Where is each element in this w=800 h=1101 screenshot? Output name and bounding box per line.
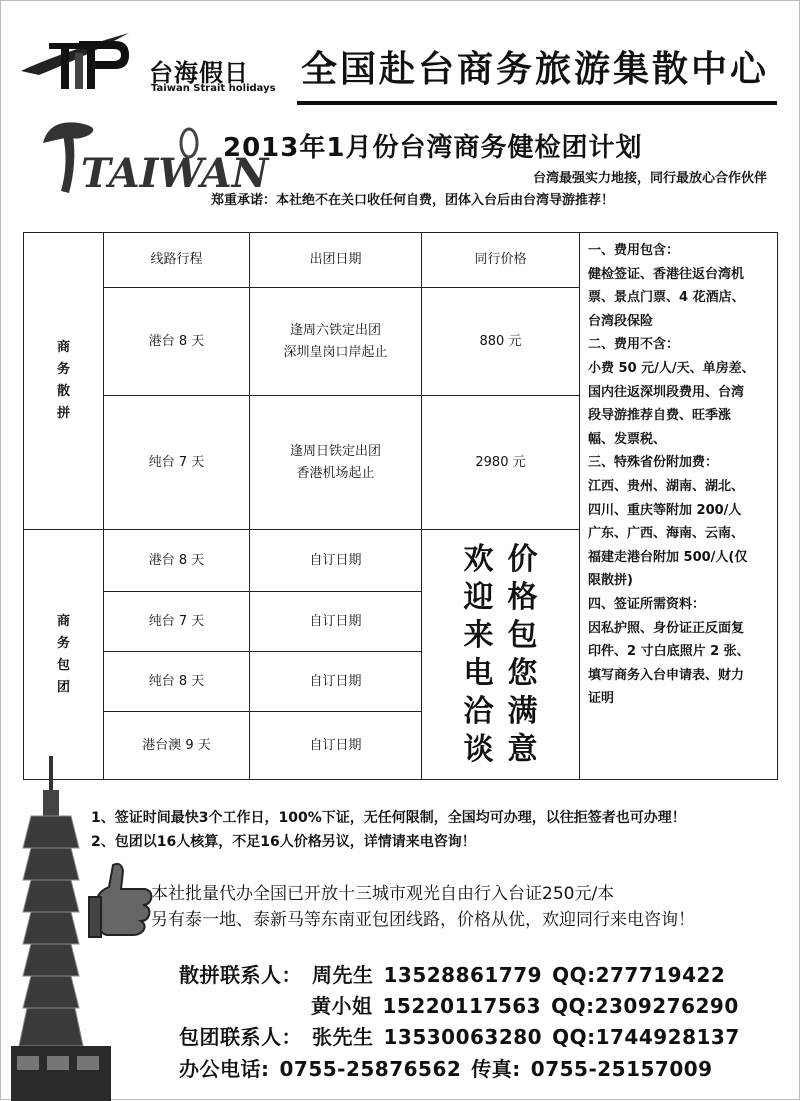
price-cell: 880 元	[422, 288, 580, 396]
contact-sanpin-1: 散拼联系人： 周先生 13528861779 QQ:277719422	[179, 963, 726, 987]
route-cell: 纯台 7 天	[104, 396, 250, 530]
taiwan-strait-logo-icon	[19, 23, 149, 93]
route-cell: 港台澳 9 天	[104, 712, 250, 780]
brand-name-cn: 台海假日	[149, 59, 249, 87]
tagline-partner: 台湾最强实力地接，同行最放心合作伙伴	[532, 171, 767, 186]
date-cell: 逢周日铁定出团 香港机场起止	[250, 396, 422, 530]
itinerary-table	[23, 232, 778, 780]
visa-note: 1、签证时间最快3个工作日，100%下证，无任何限制，全国均可办理，以往拒签者也可办理！	[91, 810, 686, 826]
taiwan-calligraphy-logo-icon	[39, 113, 269, 203]
group-label-baotuan: 商 务 包 团	[24, 530, 104, 780]
date-cell: 自订日期	[250, 652, 422, 712]
promo-sea-tours: 另有泰一地、泰新马等东南亚包团线路，价格从优，欢迎同行来电咨询！	[151, 910, 695, 930]
title-underline	[297, 101, 777, 105]
plan-subtitle: 2013年1月份台湾商务健检团计划	[223, 133, 643, 163]
route-cell: 纯台 7 天	[104, 592, 250, 652]
price-cell: 2980 元	[422, 396, 580, 530]
welcome-slogan: 欢 迎 来 电 洽 谈 价 格 包 您 满 意	[422, 530, 580, 780]
brand-name-en: Taiwan Strait holidays	[151, 83, 276, 94]
group-note: 2、包团以16人核算，不足16人价格另议，详情请来电咨询！	[91, 834, 476, 850]
date-cell: 自订日期	[250, 592, 422, 652]
header-price: 同行价格	[422, 233, 580, 288]
contact-office: 办公电话: 0755-25876562 传真: 0755-25157009	[179, 1057, 713, 1081]
tagline-promise: 郑重承诺：本社绝不在关口收任何自费，团体入台后由台湾导游推荐！	[211, 193, 615, 208]
date-cell: 自订日期	[250, 712, 422, 780]
route-cell: 港台 8 天	[104, 530, 250, 592]
date-cell: 自订日期	[250, 530, 422, 592]
contact-sanpin-2: 黄小姐 15220117563 QQ:2309276290	[311, 994, 739, 1018]
promo-visa-service: 本社批量代办全国已开放十三城市观光自由行入台证250元/本	[151, 884, 615, 904]
group-label-sanpin: 商 务 散 拼	[24, 233, 104, 530]
page-title: 全国赴台商务旅游集散中心	[301, 49, 770, 90]
date-cell: 逢周六铁定出团 深圳皇岗口岸起止	[250, 288, 422, 396]
header-route: 线路行程	[104, 233, 250, 288]
thumbs-up-icon	[87, 859, 157, 943]
route-cell: 纯台 8 天	[104, 652, 250, 712]
svg-text:TAIWAN: TAIWAN	[81, 150, 269, 197]
fee-notes: 一、费用包含： 健检签证、香港往返台湾机 票、景点门票、4 花酒店、 台湾段保险 二、费用不含： 小费 50 元/人/天、单房差、 国内往返深圳段费用、台湾 段导游推荐自费、旺季涨 幅、发票税、 三、特殊省份附加费： 江西、贵州、湖南、湖北、 四川、重庆等附加 200/人 广东、广西、海南、云南、 福建走港台附加 500/人(仅 限散拼) 四、签证所需资料： 因私护照、身份证正反面复 印件、2 寸白底照片 2 张、 填写商务入台申请表、财力 证明	[580, 233, 778, 780]
header-date: 出团日期	[250, 233, 422, 288]
contact-baotuan: 包团联系人： 张先生 13530063280 QQ:1744928137	[179, 1025, 740, 1049]
route-cell: 港台 8 天	[104, 288, 250, 396]
